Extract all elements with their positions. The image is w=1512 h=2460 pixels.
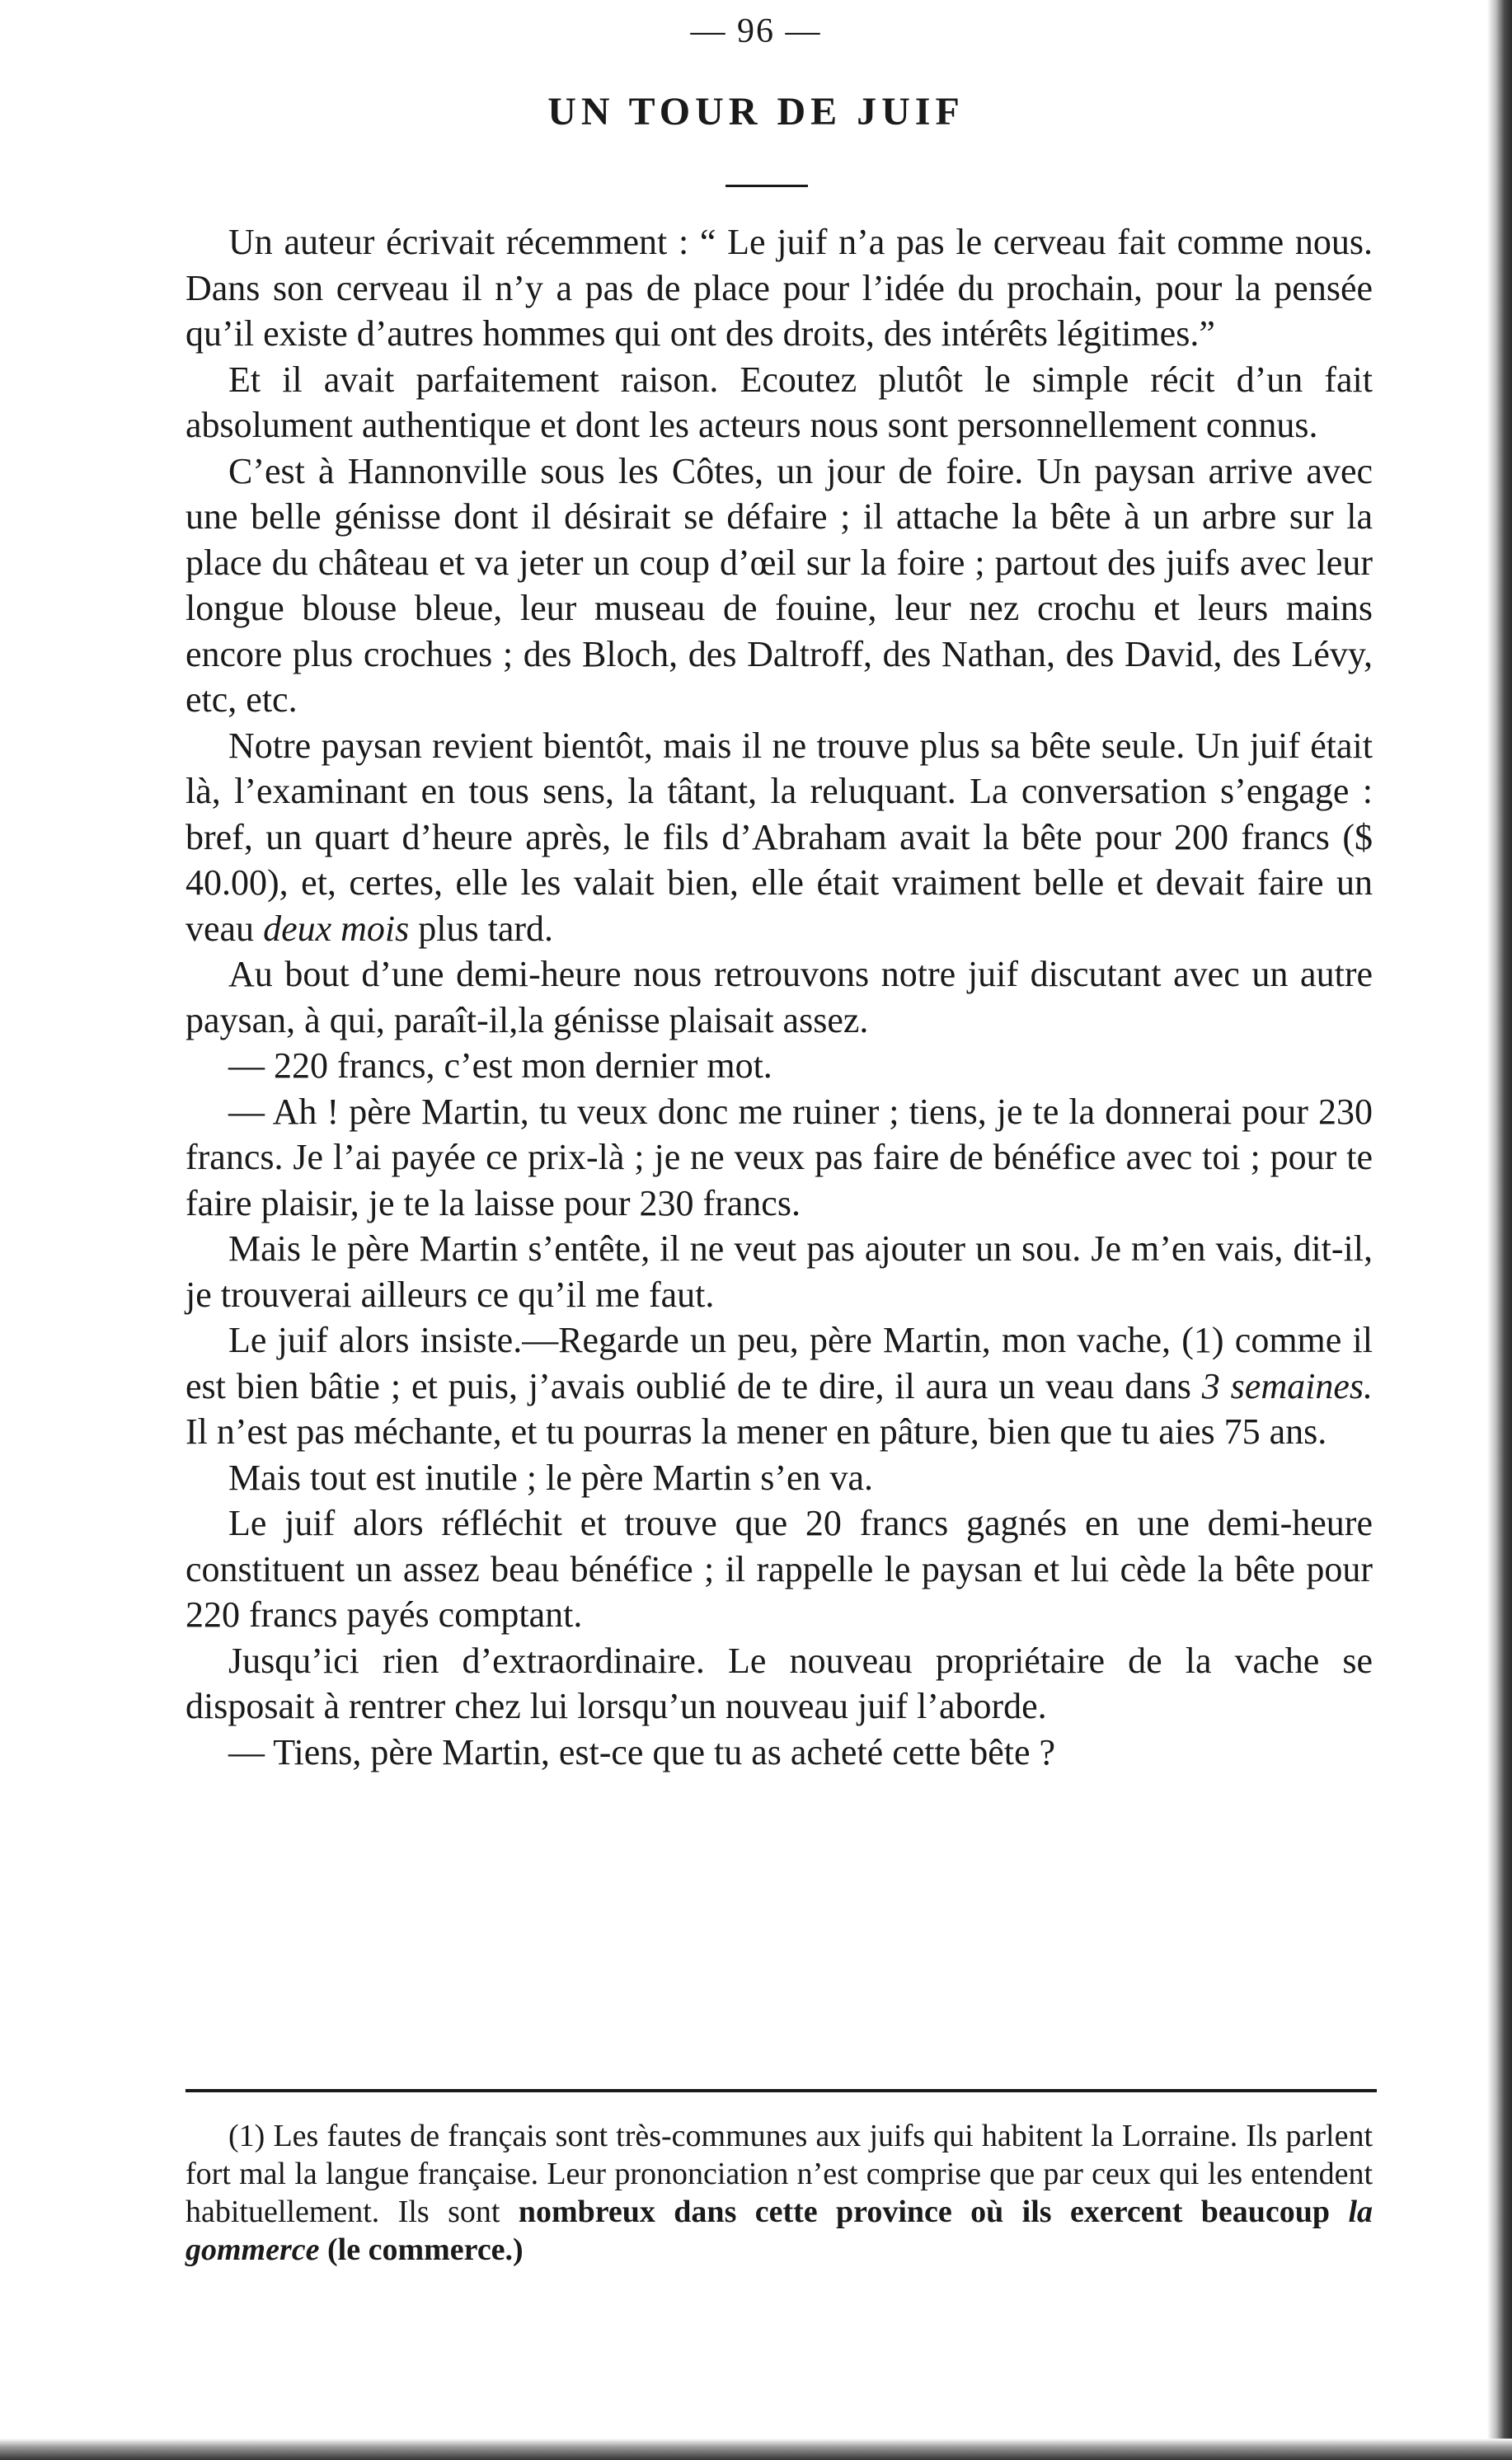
footnote	[185, 2117, 1373, 2269]
body-text	[185, 219, 1373, 1775]
paragraph-3: C’est à Hannonville sous les Côtes, un jour de foire. Un paysan arrive avec une belle génisse dont il désirait se défaire ; il attache la bête à un arbre sur la place du château et va jeter un coup d’œil sur la foire ; partout des juifs avec leur longue blouse bleue, leur museau de fouine, leur nez crochu et leurs mains encore plus crochues ; des Bloch, des Daltroff, des Nathan, des David, des Lévy, etc, etc.	[185, 450, 1373, 720]
paragraph-13: — Tiens, père Martin, est-ce que tu as acheté cette bête ?	[228, 1731, 1056, 1772]
title-divider	[725, 185, 808, 187]
footnote-bold-text: nombreux dans cette province où ils exercent beaucoup	[518, 2195, 1349, 2229]
paragraph-9-italic: 3 semaines.	[1201, 1365, 1373, 1406]
footnote-divider	[185, 2089, 1377, 2092]
footnote-text: (1) Les fautes de français sont très-communes aux juifs qui habitent la Lorraine. Ils parlent fort mal la langue française. Leur prononciation n’est comprise que par ceux qui les entendent habituellement. Ils sont	[185, 2119, 1373, 2229]
paragraph-7: — Ah ! père Martin, tu veux donc me ruiner ; tiens, je te la donnerai pour 230 francs. Je l’ai payée ce prix-là ; je ne veux pas faire de bénéfice avec toi ; pour te faire plaisir, je te la laisse pour 230 francs.	[185, 1091, 1373, 1223]
paragraph-9	[185, 1317, 1373, 1455]
page-number: — 96 —	[690, 12, 822, 50]
paragraph-12: Jusqu’ici rien d’extraordinaire. Le nouveau propriétaire de la vache se disposait à rentrer chez lui lorsqu’un nouveau juif l’aborde.	[185, 1640, 1373, 1726]
paragraph-11: Le juif alors réfléchit et trouve que 20 francs gagnés en une demi-heure constituent un assez beau bénéfice ; il rappelle le paysan et lui cède la bête pour 220 francs payés comptant.	[185, 1503, 1373, 1635]
paragraph-4-tail: plus tard.	[409, 908, 554, 949]
footnote-bold-end: (le commerce.)	[319, 2232, 524, 2267]
paragraph-4-text: Notre paysan revient bientôt, mais il ne trouve plus sa bête seule. Un juif était là, l’examinant en tous sens, la tâtant, la reluquant. La conversation s’engage : bref, un quart d’heure après, le fils d’Abraham avait la bête pour 200 francs ($ 40.00), et, certes, elle les valait bien, elle était vraiment belle et devait faire un veau	[185, 725, 1373, 949]
footnote-italic-text: la gommerce	[185, 2195, 1373, 2267]
paragraph-10: Mais tout est inutile ; le père Martin s’en va.	[228, 1457, 874, 1498]
page-bottom-shadow	[0, 2439, 1512, 2460]
page-binding-shadow	[1487, 0, 1512, 2460]
paragraph-8: Mais le père Martin s’entête, il ne veut pas ajouter un sou. Je m’en vais, dit-il, je trouverai ailleurs ce qu’il me faut.	[185, 1228, 1373, 1315]
paragraph-9-text: Le juif alors insiste.—Regarde un peu, père Martin, mon vache, (1) comme il est bien bâtie ; et puis, j’avais oublié de te dire, il aura un veau dans	[185, 1320, 1373, 1406]
paragraph-9-tail: Il n’est pas méchante, et tu pourras la mener en pâture, bien que tu aies 75 ans.	[185, 1411, 1327, 1452]
paragraph-1: Un auteur écrivait récemment : “ Le juif n’a pas le cerveau fait comme nous. Dans son cerveau il n’y a pas de place pour l’idée du prochain, pour la pensée qu’il existe d’autres hommes qui ont des droits, des intérêts légitimes.”	[185, 222, 1373, 354]
paragraph-2: Et il avait parfaitement raison. Ecoutez plutôt le simple récit d’un fait absolument authentique et dont les acteurs nous sont personnellement connus.	[185, 359, 1373, 445]
chapter-title: UN TOUR DE JUIF	[547, 90, 965, 134]
paragraph-5: Au bout d’une demi-heure nous retrouvons notre juif discutant avec un autre paysan, à qui, paraît-il,la génisse plaisait assez.	[185, 954, 1373, 1040]
paragraph-4	[185, 723, 1373, 952]
paragraph-6: — 220 francs, c’est mon dernier mot.	[228, 1045, 772, 1086]
paragraph-4-italic: deux mois	[263, 908, 410, 949]
